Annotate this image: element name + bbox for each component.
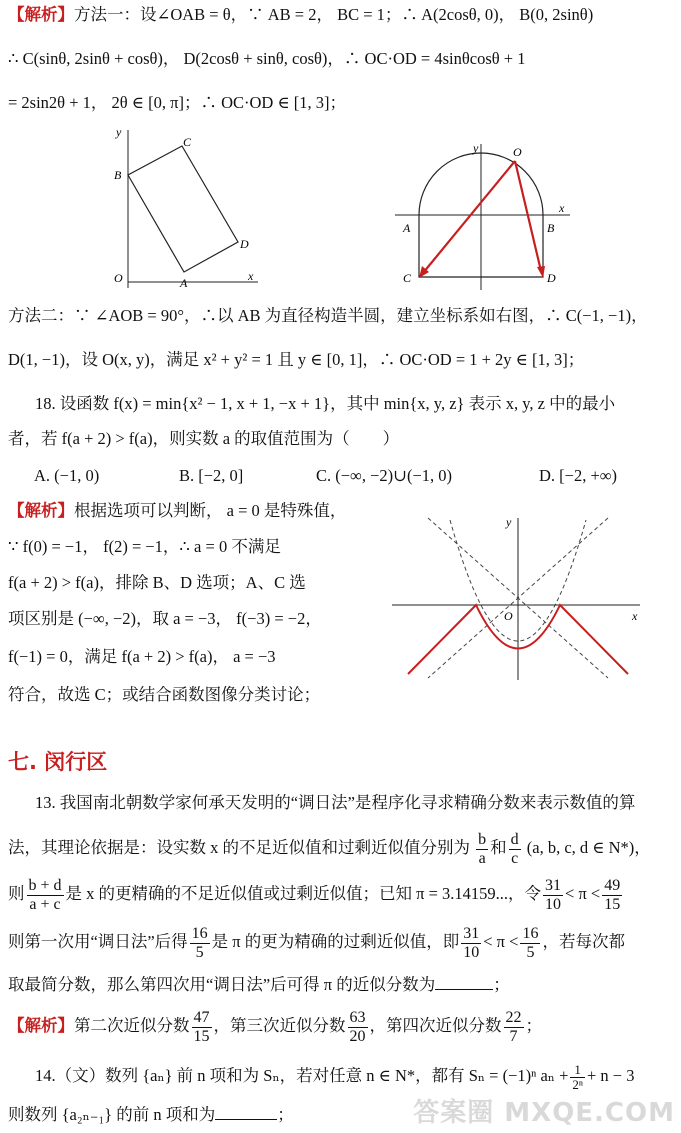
solution-line-1 [8,4,675,26]
question-18-line-1 [35,393,675,415]
point-o-label: O [513,145,522,159]
numerator: 31 [545,876,562,894]
denominator: 15 [604,895,621,913]
fraction-1-2n [570,1063,585,1092]
line-text: 18. 设函数 f(x) = min{x² − 1, x + 1, −x + 1}，其中 min{x, y, z} 表示 x, y, z 中的最小 [35,394,616,413]
option-b: B. [−2, 0] [179,466,244,485]
numerator: 31 [463,924,480,942]
point-d-label: D [547,271,556,285]
line-text: 项区别是 (−∞, −2)，取 a = −3， f(−3) = −2， [8,609,322,628]
answer-blank[interactable] [435,975,493,990]
origin-label: O [504,609,513,623]
line-text: D(1, −1)，设 O(x, y)，满足 x² + y² = 1 且 y ∈ [0, 1]，∴ OC·OD = 1 + 2y ∈ [1, 3]； [8,350,585,369]
x-label: x [632,609,638,623]
line-text: 则第一次用“调日法”后得 [8,932,188,951]
line-text: 是 π 的更为精确的过剩近似值，即 [211,932,460,951]
denominator: 7 [509,1027,518,1045]
arrowhead-d [537,266,545,278]
question-13-line-1 [35,792,675,814]
denominator: c [511,849,519,867]
watermark: 答案圈 MXQE.COM [413,1098,675,1128]
question-13-line-4 [8,920,675,964]
vector-oc [423,161,515,273]
analysis-tag: 【解析】 [8,5,74,24]
point-c-label: C [403,271,412,285]
line-text: 14.（文）数列 {aₙ} 前 n 项和为 Sₙ，若对任意 n ∈ N*，都有 Sₙ = (−1)ⁿ aₙ + [35,1066,569,1085]
line-text: 法，其理论依据是：设实数 x 的不足近似值和过剩近似值分别为 [8,838,470,857]
rectangle-figure [108,122,258,292]
line-text: 根据选项可以判断， a = 0 是特殊值， [74,501,347,520]
semicircle-figure [395,140,575,292]
denominator: a + c [29,895,61,913]
numerator: 16 [522,924,539,942]
point-d-label: D [240,237,249,251]
line-text: 则 [8,884,25,903]
line-text: + n − 3 [586,1066,635,1085]
fraction-bd-ac [27,877,64,914]
analysis-tag: 【解析】 [8,501,74,520]
point-b-label: B [114,168,122,182]
denominator: 5 [195,943,204,961]
solution-line-2 [8,48,675,70]
line-text: 符合，故选 C；或结合函数图像分类讨论； [8,685,321,704]
solution-line-4 [8,305,675,327]
line-text: ； [493,975,510,994]
x-label: x [248,269,254,283]
line-text: < π < [483,932,519,951]
numerator: 16 [191,924,208,942]
fraction-47-15 [192,1009,212,1046]
line-text: 方法一：设∠OAB = θ，∵ AB = 2， BC = 1；∴ A(2cosθ, 0)， B(0, 2sinθ) [74,5,594,24]
fraction-31-10 [543,877,563,914]
x-label: x [559,201,565,215]
line-text: 方法二：∵ ∠AOB = 90°，∴以 AB 为直径构造半圆，建立坐标系如右图，∴ C(−1, −1)， [8,306,648,325]
solution-18-line-6 [8,684,675,706]
line-text: 则数列 {a₂ₙ₋₁} 的前 n 项和为 [8,1105,216,1124]
point-b-label: B [547,221,555,235]
fraction-49-15 [602,877,622,914]
point-a-label: A [180,276,188,290]
line-text: ； [277,1105,294,1124]
solution-line-5 [8,349,675,371]
line-text: ∵ f(0) = −1， f(2) = −1，∴ a = 0 不满足 [8,537,281,556]
option-a: A. (−1, 0) [34,466,100,485]
denominator: 2ⁿ [572,1076,583,1092]
rectangle-abcd [128,146,238,272]
line-text: ； [525,1016,542,1035]
line-text: 和 [490,838,507,857]
line-text: 13. 我国南北朝数学家何承天发明的“调日法”是程序化寻求精确分数来表示数值的算 [35,793,636,812]
numerator: b + d [28,876,62,894]
question-13-line-5 [8,974,675,996]
line-text: f(a + 2) > f(a)，排除 B、D 选项；A、C 选 [8,573,306,592]
line-text: 者，若 f(a + 2) > f(a)，则实数 a 的取值范围为（ ） [8,429,400,448]
line-text: ，若每次都 [542,932,625,951]
denominator: 5 [526,943,535,961]
numerator: d [510,830,519,848]
point-a-label: A [403,221,411,235]
line-text: ∴ C(sinθ, 2sinθ + cosθ)， D(2cosθ + sinθ, cosθ)，∴ OC·OD = 4sinθcosθ + 1 [8,49,526,68]
denominator: 20 [349,1027,366,1045]
fraction-b-a [476,831,488,868]
denominator: a [478,849,486,867]
fraction-31-10 [461,925,481,962]
line-text: 取最简分数，那么第四次用“调日法”后可得 π 的近似分数为 [8,975,436,994]
line-text: (a, b, c, d ∈ N*)， [526,838,651,857]
line-text: < π < [565,884,601,903]
denominator: 15 [193,1027,210,1045]
line-text: ，第三次近似分数 [213,1016,346,1035]
y-label: y [506,515,512,529]
line-text: 第二次近似分数 [74,1016,190,1035]
question-18-line-2 [8,428,675,450]
question-14-line-1 [35,1056,675,1096]
y-label: y [116,125,122,139]
fraction-d-c [509,831,521,868]
line-text: 是 x 的更精确的不足近似值或过剩近似值；已知 π = 3.14159...，令 [65,884,542,903]
fraction-22-7 [504,1009,524,1046]
option-d: D. [−2, +∞) [539,466,618,485]
min-function-graph [388,512,648,682]
analysis-tag: 【解析】 [8,1016,74,1035]
point-c-label: C [183,135,192,149]
point-o-label: O [114,271,123,285]
y-label: y [473,141,479,155]
answer-13-line [8,1004,675,1048]
question-13-line-3 [8,872,675,916]
numerator: 1 [570,1063,585,1078]
numerator: 49 [604,876,621,894]
question-13-line-2 [8,826,675,870]
denominator: 10 [545,895,562,913]
line-text: ，第四次近似分数 [369,1016,502,1035]
fraction-63-20 [348,1009,368,1046]
numerator: 47 [193,1008,210,1026]
denominator: 10 [463,943,480,961]
numerator: b [478,830,487,848]
answer-blank[interactable] [215,1105,277,1120]
numerator: 63 [349,1008,366,1026]
section-heading: 七. 闵行区 [8,750,108,774]
numerator: 22 [505,1008,522,1026]
fraction-16-5 [190,925,210,962]
vector-od [515,161,541,271]
fraction-16-5 [520,925,540,962]
line-text: = 2sin2θ + 1， 2θ ∈ [0, π]；∴ OC·OD ∈ [1, 3]； [8,93,347,112]
option-c: C. (−∞, −2)∪(−1, 0) [316,466,452,485]
line-text: f(−1) = 0，满足 f(a + 2) > f(a)， a = −3 [8,647,276,666]
solution-line-3 [8,92,675,114]
